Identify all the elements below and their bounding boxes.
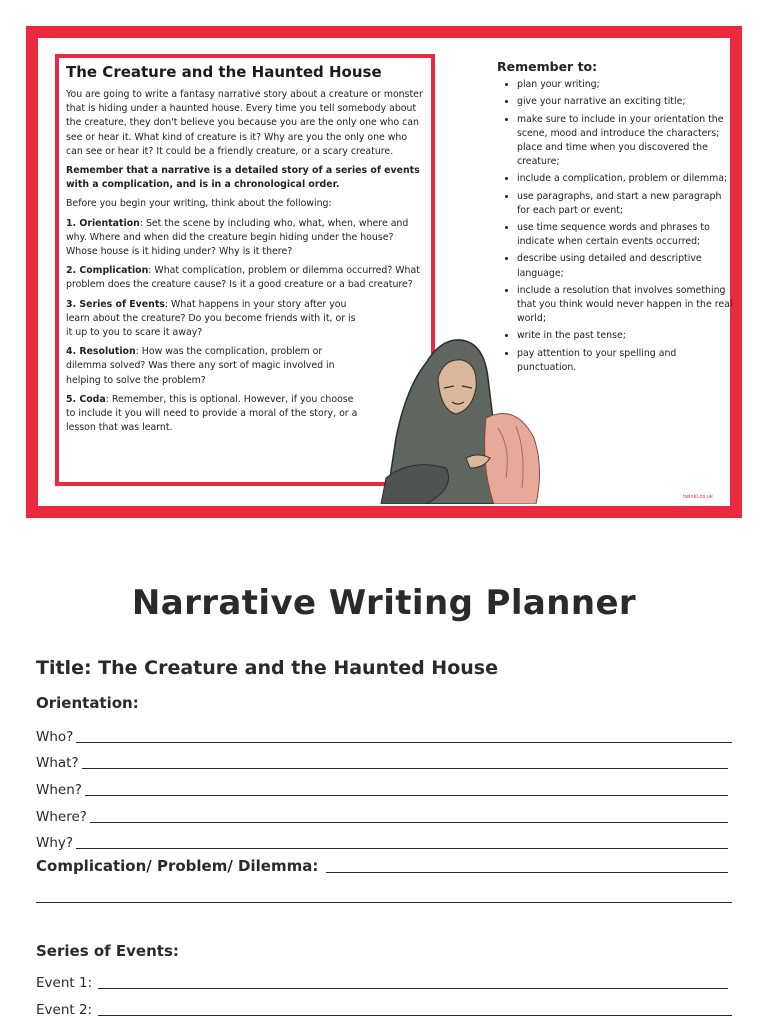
writing-line[interactable] <box>82 768 728 769</box>
when-field[interactable] <box>36 780 728 798</box>
step-text: : Remember, this is optional. However, if you choose to include it you will need to provide a moral of the story, or a lesson that was learnt. <box>66 393 358 434</box>
when-label: When? <box>36 782 82 798</box>
series-of-events-heading: Series of Events: <box>36 942 179 960</box>
writing-line[interactable] <box>90 822 728 823</box>
step-orientation <box>66 217 423 260</box>
list-item: • include a complication, problem or dilemma; <box>517 172 735 186</box>
what-field[interactable] <box>36 753 728 771</box>
story-intro: You are going to write a fantasy narrative story about a creature or monster that is hiding under a haunted house. Every time you tell somebody about the creature, they don't believe you because you are the only one who can see or hear it. What kind of creature is it? Why are you the only one who can see or hear it? It could be a friendly creature, or a scary creature. <box>66 89 423 157</box>
event-1-field[interactable] <box>36 973 728 991</box>
step-text: : Set the scene by including who, what, when, where and why. Where and when did the creature begin hiding under the house? Whose house is it hiding under? Why is it there? <box>66 217 409 258</box>
writing-line[interactable] <box>98 988 728 989</box>
list-item: • use time sequence words and phrases to indicate when certain events occurred; <box>517 221 735 249</box>
credit: twinkl.co.uk <box>683 494 713 500</box>
list-item: • pay attention to your spelling and punctuation. <box>517 347 735 375</box>
story-title: The Creature and the Haunted House <box>66 63 382 81</box>
narrative-note: Remember that a narrative is a detailed story of a series of events with a complication, and is in a chronological order. <box>66 165 420 191</box>
event-2-field[interactable] <box>36 1000 732 1018</box>
writing-line[interactable] <box>98 1015 732 1016</box>
step-label: 4. Resolution <box>66 346 136 358</box>
where-label: Where? <box>36 809 87 825</box>
planner-title: Narrative Writing Planner <box>131 583 637 623</box>
step-text: : How was the complication, problem or dilemma solved? Was there any sort of magic involved in helping to solve the problem? <box>66 346 335 386</box>
why-label: Why? <box>36 835 74 851</box>
writing-line[interactable] <box>76 742 732 743</box>
remember-heading: Remember to: <box>497 59 598 74</box>
list-item: • write in the past tense; <box>517 329 735 343</box>
before-text: Before you begin your writing, think about the following: <box>66 198 332 210</box>
step-label: 5. Coda <box>66 393 106 405</box>
remember-list <box>497 78 735 375</box>
step-label: 3. Series of Events <box>66 298 165 310</box>
complication-field[interactable] <box>36 857 728 875</box>
list-item: • use paragraphs, and start a new paragraph for each part or event; <box>517 190 735 218</box>
list-item: • include a resolution that involves something that you think would never happen in the real world; <box>517 284 735 327</box>
list-item: • make sure to include in your orientation the scene, mood and introduce the characters; place and time when you discovered the creature; <box>517 113 735 170</box>
orientation-heading: Orientation: <box>36 694 139 712</box>
event-2-label: Event 2: <box>36 1002 93 1018</box>
step-label: 2. Complication <box>66 265 149 277</box>
step-series-of-events <box>66 298 361 341</box>
writing-line[interactable] <box>76 848 728 849</box>
event-1-label: Event 1: <box>36 975 93 991</box>
writing-line[interactable] <box>85 795 728 796</box>
story-card-inner <box>38 38 733 506</box>
list-item: • describe using detailed and descriptive language; <box>517 252 735 280</box>
step-label: 1. Orientation <box>66 217 140 229</box>
where-field[interactable] <box>36 807 728 825</box>
planner-subtitle: Title: The Creature and the Haunted House <box>36 657 498 679</box>
list-item: • give your narrative an exciting title; <box>517 95 735 109</box>
remember-panel <box>497 60 735 378</box>
who-field[interactable] <box>36 727 732 745</box>
why-field[interactable] <box>36 833 728 851</box>
writing-line[interactable] <box>36 902 732 903</box>
step-text: : What happens in your story after you learn about the creature? Do you become friends with it, or is it up to you to scare it away? <box>66 298 356 339</box>
story-card <box>26 26 742 518</box>
list-item: • plan your writing; <box>517 78 735 92</box>
who-label: Who? <box>36 729 74 745</box>
step-complication <box>66 264 423 292</box>
step-text: : What complication, problem or dilemma occurred? What problem does the creature cause? Is it a good creature or a bad creature? <box>66 265 420 291</box>
what-label: What? <box>36 755 79 771</box>
complication-heading: Complication/ Problem/ Dilemma: <box>36 857 319 875</box>
writing-line[interactable] <box>326 872 728 873</box>
step-resolution <box>66 345 361 388</box>
step-coda <box>66 393 361 436</box>
